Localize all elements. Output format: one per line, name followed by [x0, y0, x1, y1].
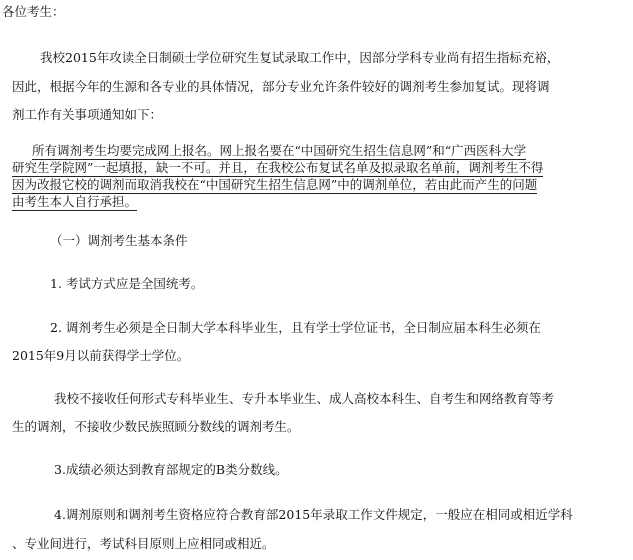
- notice-line-2: 研究生学院网”一起填报，缺一不可。并且，在我校公布复试名单及拟录取名单前，调剂考生不得: [12, 160, 544, 175]
- section-heading: （一）调剂考生基本条件: [50, 233, 188, 248]
- item-4-line-2: 、专业间进行，考试科目原则上应相同或相近。: [12, 536, 275, 551]
- exclusion-line-2: 生的调剂，不接收少数民族照顾分数线的调剂考生。: [12, 419, 300, 434]
- exclusion-line-1: 我校不接收任何形式专科毕业生、专升本毕业生、成人高校本科生、自考生和网络教育等考: [54, 391, 555, 406]
- intro-line-1: 我校2015年攻读全日制硕士学位研究生复试录取工作中，因部分学科专业尚有招生指标充裕，: [40, 50, 560, 65]
- item-2-line-1: 2. 调剂考生必须是全日制大学本科毕业生，且有学士学位证书，全日制应届本科生必须在: [50, 320, 541, 335]
- item-1: 1. 考试方式应是全国统考。: [50, 276, 204, 291]
- item-4-line-1: 4.调剂原则和调剂考生资格应符合教育部2015年录取工作文件规定，一般应在相同或相近学科: [54, 507, 573, 522]
- item-2-line-2: 2015年9月以前获得学士学位。: [12, 348, 190, 363]
- notice-line-4: 由考生本人自行承担。: [12, 194, 138, 209]
- intro-line-3: 剂工作有关事项通知如下：: [12, 107, 163, 122]
- item-3: 3.成绩必须达到教育部规定的B类分数线。: [54, 462, 288, 477]
- intro-line-2: 因此，根据今年的生源和各专业的具体情况，部分专业允许条件较好的调剂考生参加复试。现将调: [12, 79, 550, 94]
- notice-line-1: 所有调剂考生均要完成网上报名。网上报名要在“中国研究生招生信息网”和“广西医科大学: [32, 143, 527, 158]
- notice-line-3: 因为改报它校的调剂而取消我校在“中国研究生招生信息网”中的调剂单位，若由此而产生的问题: [12, 177, 538, 192]
- salutation: 各位考生：: [2, 4, 65, 19]
